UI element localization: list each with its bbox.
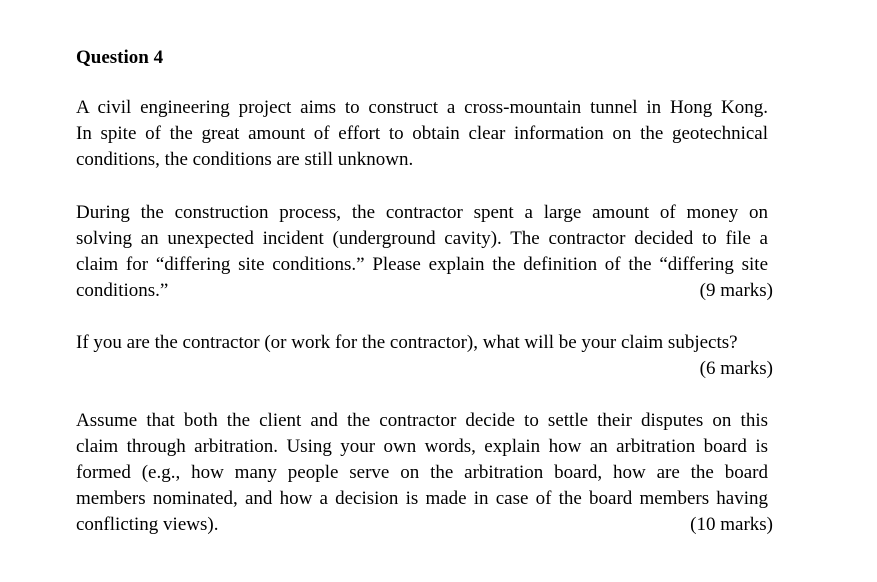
- paragraph-4-line-1: Assume that both the client and the contractor decide to settle their disputes on this: [76, 410, 768, 431]
- paragraph-2-line-1: During the construction process, the contractor spent a large amount of money on: [76, 202, 768, 223]
- question-heading: Question 4: [76, 47, 164, 68]
- marks-label-9: (9 marks): [699, 280, 773, 301]
- paragraph-2-line-4: conditions.”: [76, 280, 169, 301]
- paragraph-1-line-3: conditions, the conditions are still unknown.: [76, 149, 414, 170]
- paragraph-4-line-3: formed (e.g., how many people serve on the arbitration board, how are the board: [76, 462, 768, 483]
- paragraph-1-line-1: A civil engineering project aims to construct a cross-mountain tunnel in Hong Kong.: [76, 97, 768, 118]
- paragraph-4-line-4: members nominated, and how a decision is made in case of the board members having: [76, 488, 768, 509]
- paragraph-2-line-3: claim for “differing site conditions.” Please explain the definition of the “differing site: [76, 254, 768, 275]
- marks-label-6: (6 marks): [699, 358, 773, 379]
- marks-label-10: (10 marks): [690, 514, 773, 535]
- paragraph-2-line-2: solving an unexpected incident (underground cavity). The contractor decided to file a: [76, 228, 768, 249]
- paragraph-4-line-2: claim through arbitration. Using your own words, explain how an arbitration board is: [76, 436, 768, 457]
- paragraph-1-line-2: In spite of the great amount of effort to obtain clear information on the geotechnical: [76, 123, 768, 144]
- paragraph-3-line-1: If you are the contractor (or work for the contractor), what will be your claim subjects?: [76, 332, 738, 353]
- paragraph-4-line-5: conflicting views).: [76, 514, 219, 535]
